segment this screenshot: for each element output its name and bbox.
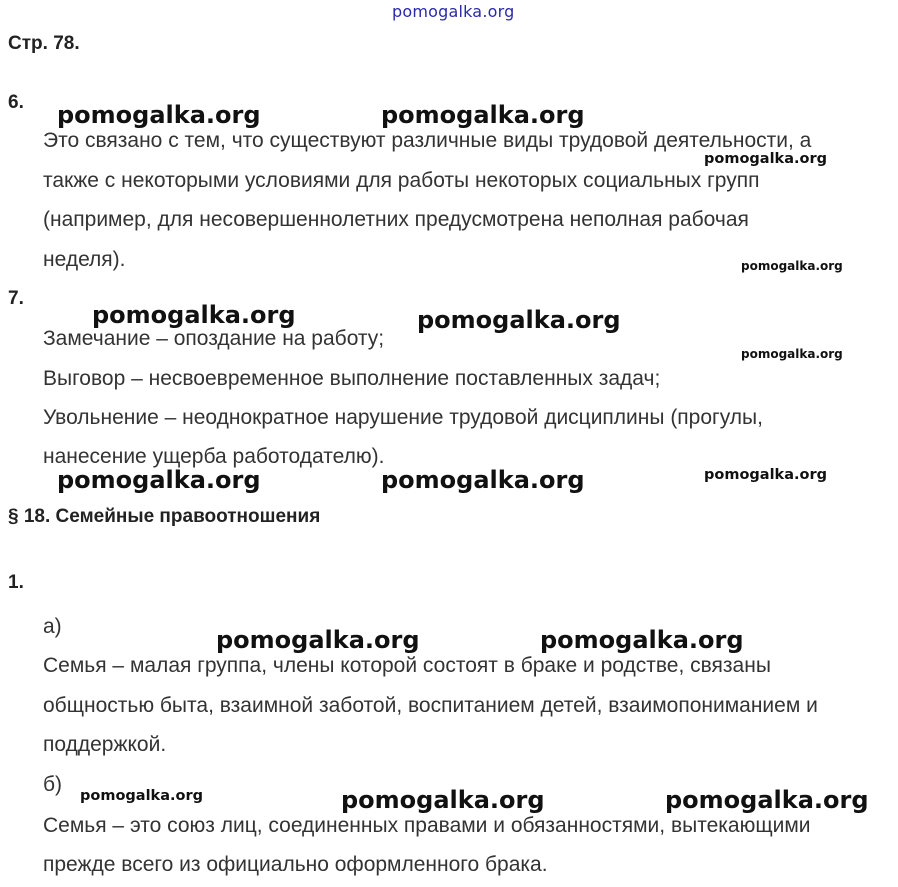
watermark: pomogalka.org bbox=[341, 786, 545, 814]
question-6-line-4: неделя). bbox=[43, 248, 126, 271]
answer-a-line-1: Семья – малая группа, члены которой состоят в браке и родстве, связаны bbox=[43, 654, 771, 677]
answer-a-line-3: поддержкой. bbox=[43, 733, 167, 756]
watermark: pomogalka.org bbox=[381, 101, 585, 129]
question-6-line-3: (например, для несовершеннолетних предусмотрена неполная рабочая bbox=[43, 208, 749, 231]
question-7-line-2: Выговор – несвоевременное выполнение поставленных задач; bbox=[43, 367, 661, 390]
watermark: pomogalka.org bbox=[665, 786, 869, 814]
watermark: pomogalka.org bbox=[381, 466, 585, 494]
watermark: pomogalka.org bbox=[417, 306, 621, 334]
watermark: pomogalka.org bbox=[704, 467, 827, 483]
watermark: pomogalka.org bbox=[57, 466, 261, 494]
question-7-number: 7. bbox=[8, 288, 24, 309]
question-6-number: 6. bbox=[8, 92, 24, 113]
watermark: pomogalka.org bbox=[741, 347, 843, 361]
question-7-line-3: Увольнение – неоднократное нарушение трудовой дисциплины (прогулы, bbox=[43, 406, 763, 429]
answer-b-line-2: прежде всего из официально оформленного брака. bbox=[43, 853, 548, 876]
watermark: pomogalka.org bbox=[540, 626, 744, 654]
question-1-number: 1. bbox=[8, 572, 24, 593]
answer-a-label: а) bbox=[43, 615, 62, 638]
question-6-line-2: также с некоторыми условиями для работы некоторых социальных групп bbox=[43, 169, 760, 192]
question-6-line-1: Это связано с тем, что существуют различные виды трудовой деятельности, а bbox=[43, 129, 812, 152]
answer-b-label: б) bbox=[43, 773, 63, 796]
question-7-line-4: нанесение ущерба работодателю). bbox=[43, 445, 385, 468]
watermark: pomogalka.org bbox=[216, 626, 420, 654]
watermark: pomogalka.org bbox=[57, 101, 261, 129]
page-label: Стр. 78. bbox=[8, 33, 80, 54]
watermark: pomogalka.org bbox=[741, 259, 843, 273]
question-7-line-1: Замечание – опоздание на работу; bbox=[43, 327, 385, 350]
answer-a-line-2: общностью быта, взаимной заботой, воспитанием детей, взаимопониманием и bbox=[43, 694, 818, 717]
watermark: pomogalka.org bbox=[704, 151, 827, 167]
answer-b-line-1: Семья – это союз лиц, соединенных правами и обязанностями, вытекающими bbox=[43, 814, 811, 837]
watermark: pomogalka.org bbox=[80, 788, 203, 804]
section-title: § 18. Семейные правоотношения bbox=[8, 506, 321, 527]
watermark-top: pomogalka.org bbox=[392, 2, 515, 21]
watermark: pomogalka.org bbox=[92, 301, 296, 329]
